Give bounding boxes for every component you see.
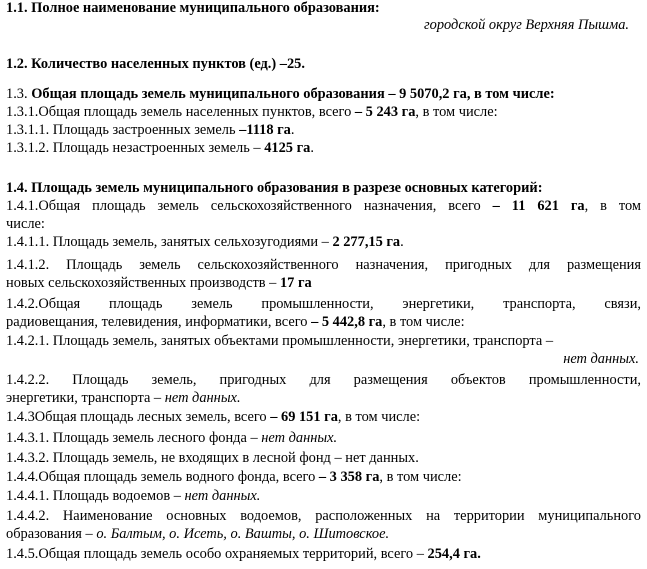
section-1-2-heading: 1.2. Количество населенных пунктов (ед.) –25. bbox=[6, 56, 305, 72]
item-1-4-5: 1.4.5.Общая площадь земель особо охраняемых территорий, всего – 254,4 га. bbox=[6, 546, 481, 562]
section-1-4-heading: 1.4. Площадь земель муниципального образования в разрезе основных категорий: bbox=[6, 180, 543, 196]
item-1-4-2-2-line2: энергетики, транспорта – нет данных. bbox=[6, 390, 241, 406]
item-1-4-4-1: 1.4.4.1. Площадь водоемов – нет данных. bbox=[6, 488, 261, 504]
section-1-1-value: городской округ Верхняя Пышма. bbox=[424, 17, 629, 33]
section-1-3-heading: 1.3. Общая площадь земель муниципального образования – 9 5070,2 га, в том числе: bbox=[6, 86, 555, 102]
item-1-4-2-1-line2: нет данных. bbox=[563, 351, 639, 367]
item-1-4-3-2: 1.4.3.2. Площадь земель, не входящих в лесной фонд – нет данных. bbox=[6, 450, 419, 466]
item-1-4-1-line2: числе: bbox=[6, 216, 45, 232]
item-1-3-1-1: 1.3.1.1. Площадь застроенных земель –1118 га. bbox=[6, 122, 295, 138]
item-1-4-1-1: 1.4.1.1. Площадь земель, занятых сельхозугодиями – 2 277,15 га. bbox=[6, 234, 404, 250]
item-1-4-2-2-line1: 1.4.2.2. Площадь земель, пригодных для размещения объектов промышленности, bbox=[6, 372, 641, 388]
item-1-3-1: 1.3.1.Общая площадь земель населенных пунктов, всего – 5 243 га, в том числе: bbox=[6, 104, 498, 120]
item-1-4-4: 1.4.4.Общая площадь земель водного фонда, всего – 3 358 га, в том числе: bbox=[6, 469, 462, 485]
item-1-3-1-2: 1.3.1.2. Площадь незастроенных земель – 4125 га. bbox=[6, 140, 314, 156]
item-1-4-3: 1.4.3Общая площадь лесных земель, всего – 69 151 га, в том числе: bbox=[6, 409, 421, 425]
item-1-4-1-2-line1: 1.4.1.2. Площадь земель сельскохозяйственного назначения, пригодных для размещения bbox=[6, 257, 641, 273]
item-1-4-2-1-line1: 1.4.2.1. Площадь земель, занятых объектами промышленности, энергетики, транспорта – bbox=[6, 333, 554, 349]
item-1-4-1-line1: 1.4.1.Общая площадь земель сельскохозяйственного назначения, всего – 11 621 га, в том bbox=[6, 198, 641, 214]
item-1-4-4-2-line1: 1.4.4.2. Наименование основных водоемов, расположенных на территории муниципального bbox=[6, 508, 641, 524]
item-1-4-3-1: 1.4.3.1. Площадь земель лесного фонда – нет данных. bbox=[6, 430, 338, 446]
item-1-4-2-line2: радиовещания, телевидения, информатики, всего – 5 442,8 га, в том числе: bbox=[6, 314, 465, 330]
section-1-1-heading: 1.1. Полное наименование муниципального образования: bbox=[6, 0, 380, 16]
item-1-4-2-line1: 1.4.2.Общая площадь земель промышленности, энергетики, транспорта, связи, bbox=[6, 296, 641, 312]
item-1-4-1-2-line2: новых сельскохозяйственных производств – 17 га bbox=[6, 275, 312, 291]
item-1-4-4-2-line2: образования – о. Балтым, о. Исеть, о. Вашты, о. Шитовское. bbox=[6, 526, 390, 542]
